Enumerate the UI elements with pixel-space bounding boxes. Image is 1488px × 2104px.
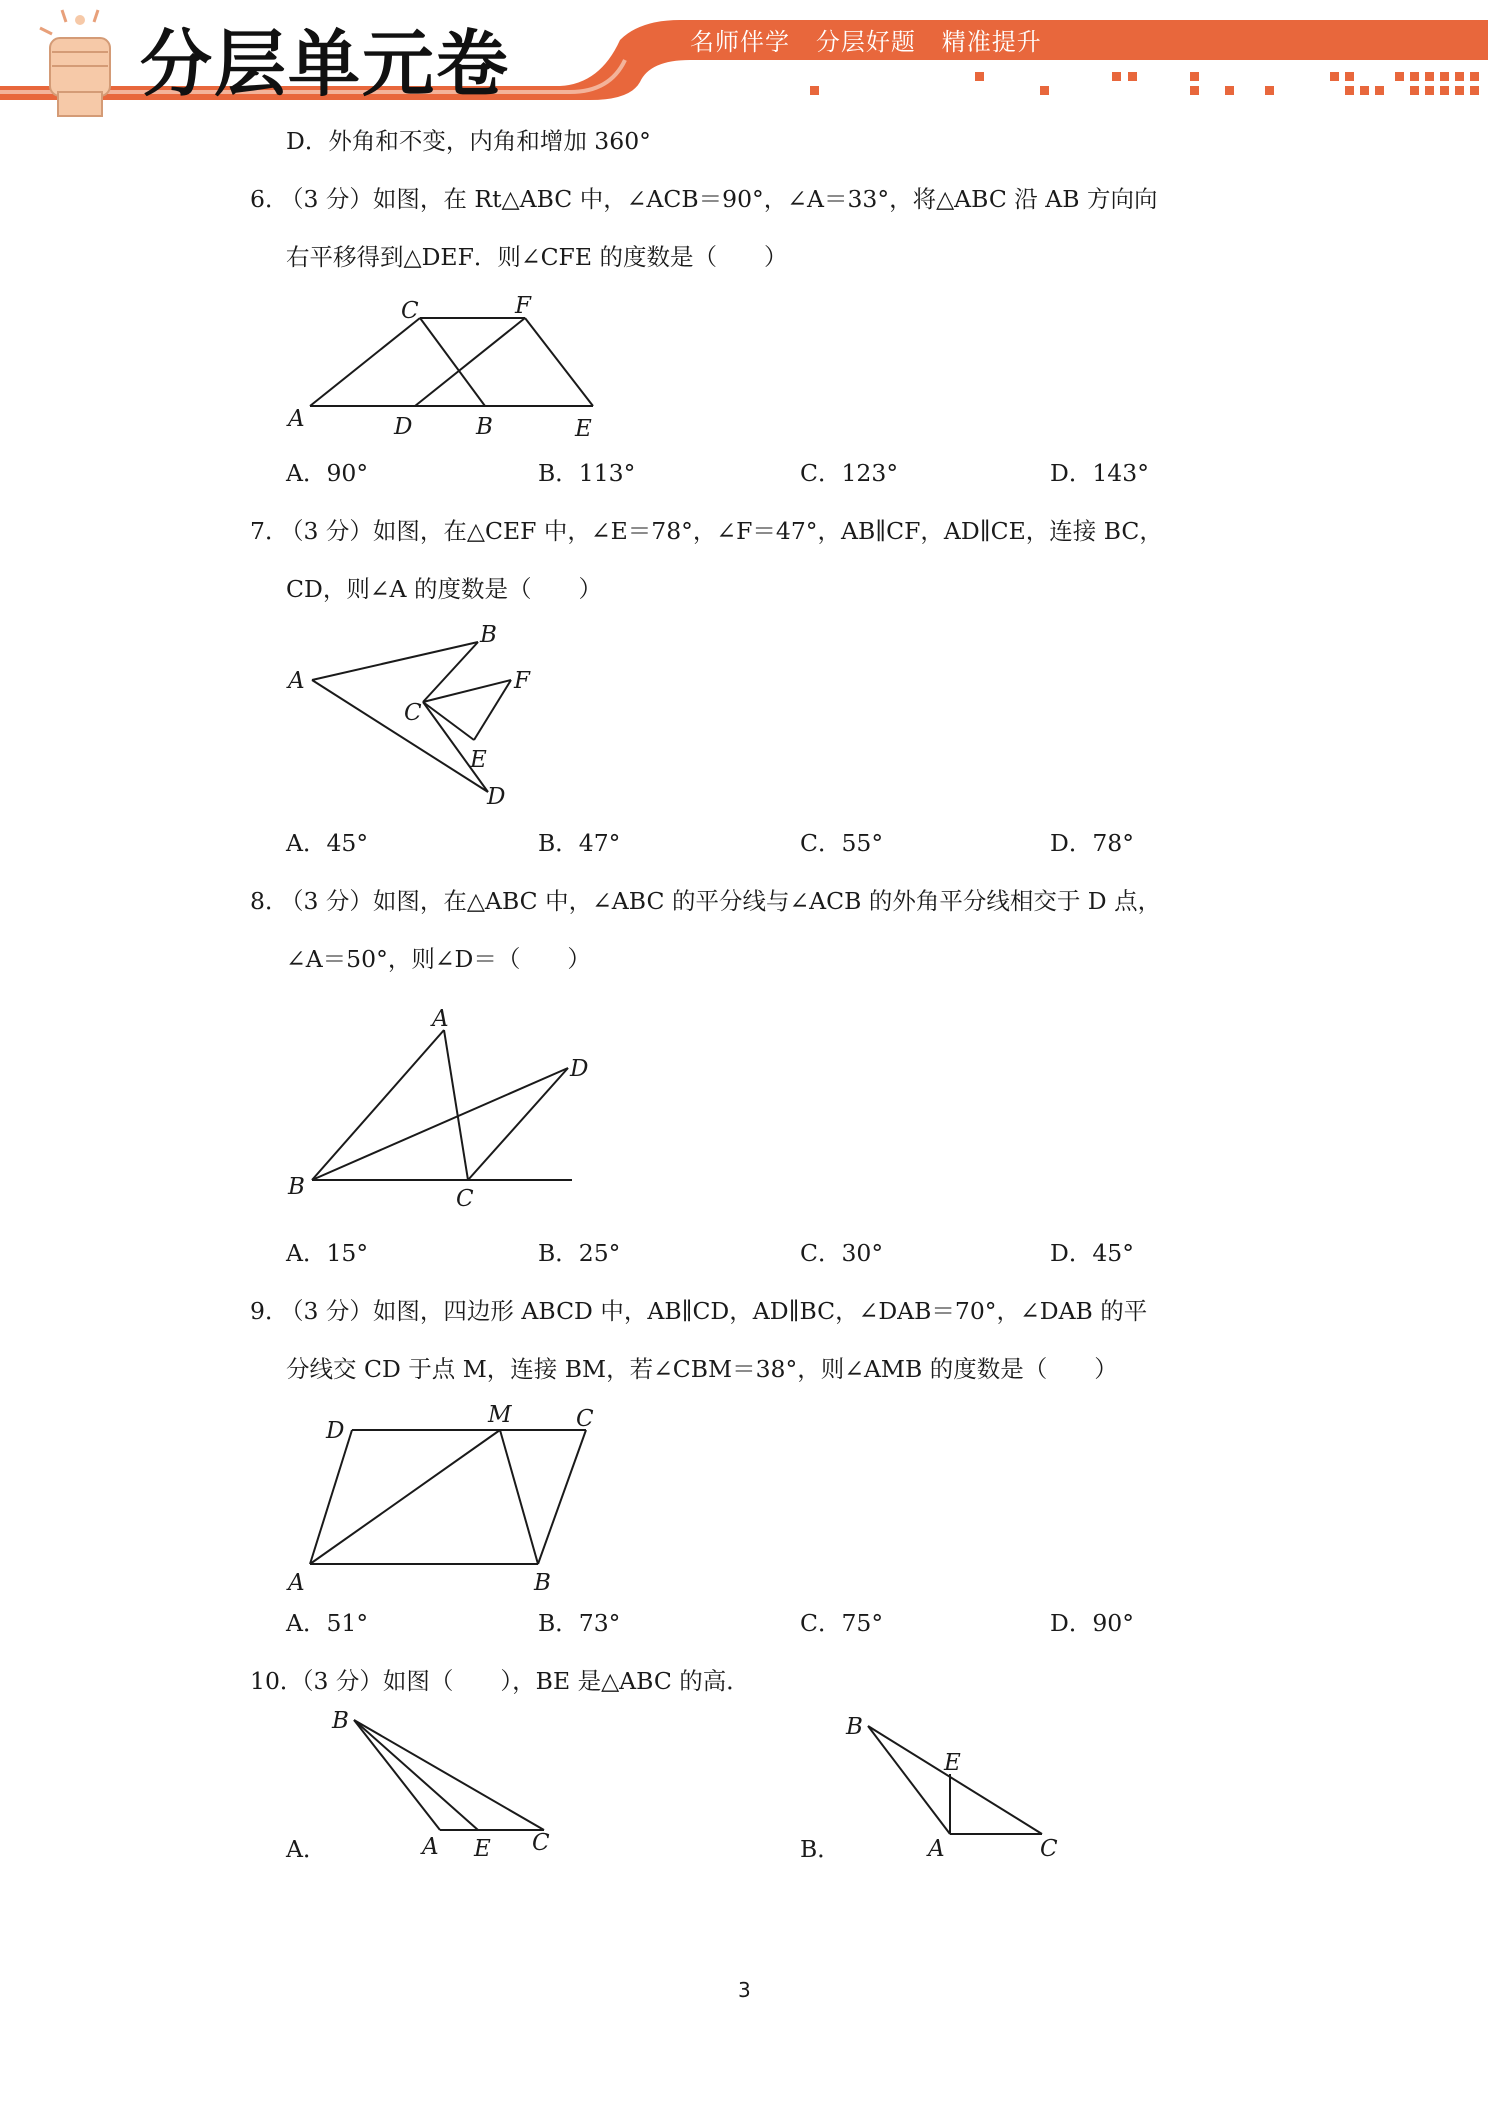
page-header	[0, 0, 1488, 120]
q6-stem-line2: 右平移得到△DEF．则∠CFE 的度数是（ ）	[286, 243, 788, 271]
brand-title: 分层单元卷	[140, 22, 511, 106]
q8-option-c: C．30°	[800, 1239, 884, 1267]
q9-stem-line2: 分线交 CD 于点 M，连接 BM，若∠CBM＝38°，则∠AMB 的度数是（ ）	[286, 1355, 1118, 1383]
q7-label-a: A	[288, 668, 305, 694]
q7-label-b: B	[480, 622, 497, 648]
q6-option-a: A．90°	[286, 459, 369, 487]
q6-option-c: C．123°	[800, 459, 899, 487]
q9-number: 9．	[250, 1297, 289, 1325]
q9-option-b: B．73°	[538, 1609, 621, 1637]
q9-stem-line1: （3 分）如图，四边形 ABCD 中，AB∥CD，AD∥BC，∠DAB＝70°，∠DAB 的平	[280, 1297, 1148, 1325]
q10b-label-a: A	[928, 1836, 945, 1862]
q6-label-f: F	[515, 293, 531, 319]
q8-stem-line1: （3 分）如图，在△ABC 中，∠ABC 的平分线与∠ACB 的外角平分线相交于 D 点，	[280, 887, 1162, 915]
q7-option-a: A．45°	[286, 829, 369, 857]
q10a-label-b: B	[332, 1708, 349, 1734]
q10-option-a-label: A．	[286, 1835, 327, 1863]
q10-figure-b	[840, 1706, 1090, 1866]
q9-label-d: D	[326, 1418, 345, 1444]
q8-option-b: B．25°	[538, 1239, 621, 1267]
q6-label-c: C	[401, 298, 419, 324]
q10-option-b-label: B．	[800, 1835, 841, 1863]
q10a-label-e: E	[474, 1836, 491, 1862]
q9-figure	[280, 1398, 620, 1608]
q8-label-a: A	[432, 1006, 449, 1032]
q6-label-b: B	[476, 414, 493, 440]
q9-option-d: D．90°	[1050, 1609, 1134, 1637]
q10-figure-a	[320, 1706, 570, 1866]
q10-number: 10．	[250, 1667, 304, 1695]
q8-option-d: D．45°	[1050, 1239, 1134, 1267]
q9-option-a: A．51°	[286, 1609, 369, 1637]
q6-option-b: B．113°	[538, 459, 636, 487]
q8-figure	[280, 996, 610, 1216]
q7-label-f: F	[514, 668, 530, 694]
q9-option-c: C．75°	[800, 1609, 884, 1637]
q7-option-b: B．47°	[538, 829, 621, 857]
q10b-label-e: E	[944, 1750, 961, 1776]
q7-label-d: D	[487, 784, 506, 810]
q9-label-b: B	[534, 1570, 551, 1596]
q10a-label-a: A	[422, 1834, 439, 1860]
header-slogan: 名师伴学 分层好题 精准提升	[690, 28, 1042, 56]
q6-label-a: A	[288, 406, 305, 432]
page-number: 3	[738, 1978, 751, 2002]
q9-label-a: A	[288, 1570, 305, 1596]
q7-figure	[280, 622, 580, 822]
q10a-label-c: C	[532, 1830, 550, 1856]
q6-option-d: D．143°	[1050, 459, 1149, 487]
q8-label-b: B	[288, 1174, 305, 1200]
q10b-label-c: C	[1040, 1836, 1058, 1862]
q6-stem-line1: （3 分）如图，在 Rt△ABC 中，∠ACB＝90°，∠A＝33°，将△ABC 沿 AB 方向向	[280, 185, 1158, 213]
fist-icon	[40, 10, 110, 116]
q9-label-c: C	[576, 1406, 594, 1432]
q8-option-a: A．15°	[286, 1239, 369, 1267]
q7-option-c: C．55°	[800, 829, 884, 857]
q7-label-c: C	[404, 700, 422, 726]
q10b-label-b: B	[846, 1714, 863, 1740]
q6-label-e: E	[575, 416, 592, 442]
q6-number: 6．	[250, 185, 289, 213]
q7-number: 7．	[250, 517, 289, 545]
q7-stem-line1: （3 分）如图，在△CEF 中，∠E＝78°，∠F＝47°，AB∥CF，AD∥CE，连接 BC，	[280, 517, 1163, 545]
decor-squares-icon	[810, 72, 1479, 95]
q6-figure	[280, 288, 620, 448]
q7-option-d: D．78°	[1050, 829, 1134, 857]
q8-number: 8．	[250, 887, 289, 915]
q8-label-c: C	[456, 1186, 474, 1212]
q7-stem-line2: CD，则∠A 的度数是（ ）	[286, 575, 602, 603]
q8-label-d: D	[570, 1056, 589, 1082]
q5-option-d: D．外角和不变，内角和增加 360°	[286, 127, 651, 155]
q10-stem: （3 分）如图（ ），BE 是△ABC 的高．	[290, 1667, 750, 1695]
q7-label-e: E	[470, 747, 487, 773]
q6-label-d: D	[394, 414, 413, 440]
q9-label-m: M	[488, 1402, 512, 1428]
q8-stem-line2: ∠A＝50°，则∠D＝（ ）	[286, 945, 591, 973]
